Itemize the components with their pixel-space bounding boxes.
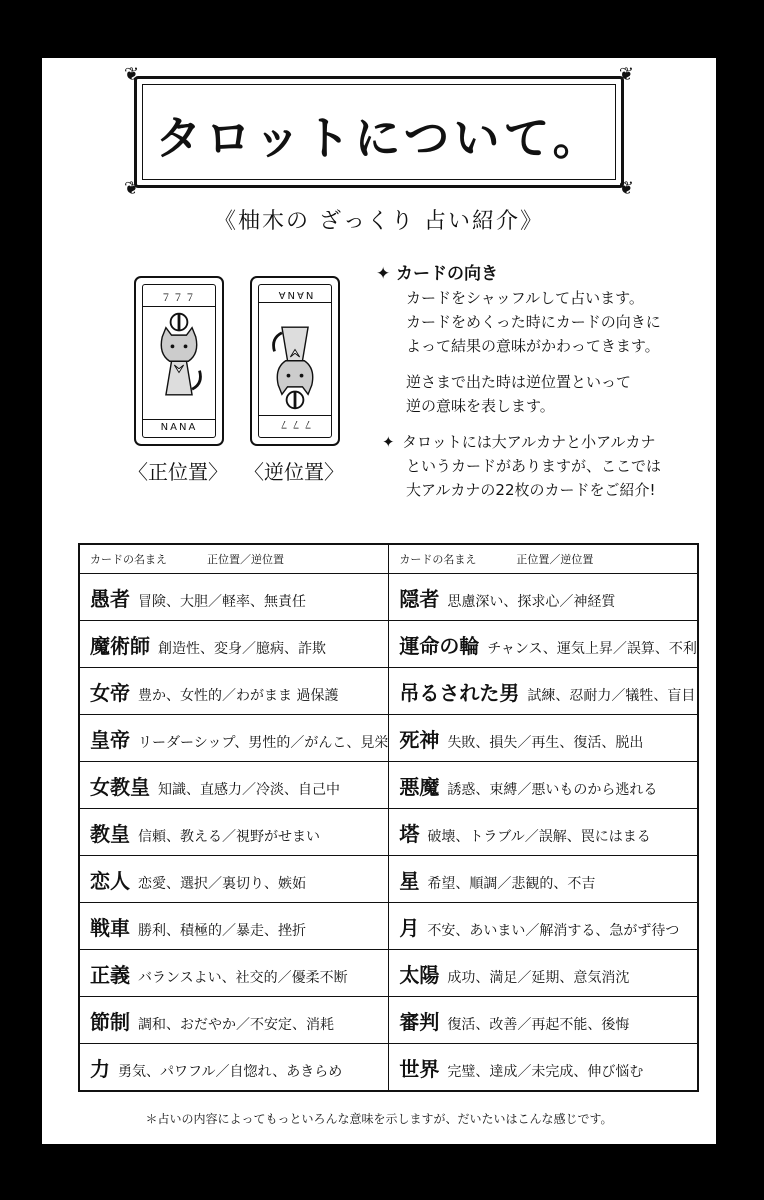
card-meaning: 不安、あいまい／解消する、急がず待つ (427, 922, 680, 939)
card-number: ７７７ (259, 415, 331, 433)
table-row (79, 621, 698, 668)
card-label: 教皇 (90, 821, 130, 846)
card-label: 星 (399, 868, 420, 893)
card-meaning: チャンス、運気上昇／誤算、不利 (487, 640, 697, 657)
card-meaning: 思慮深い、探求心／神経質 (447, 593, 616, 610)
card-meaning: 信頼、教える／視野がせまい (138, 828, 320, 845)
table-row (79, 762, 698, 809)
note-line: カードをシャッフルして占います。 (406, 289, 644, 307)
table-row (79, 903, 698, 950)
sparkle-icon: ✦ (382, 433, 395, 451)
card-label: 悪魔 (399, 774, 440, 799)
card-meaning: 創造性、変身／臆病、詐欺 (158, 640, 326, 657)
footnote: ＊占いの内容によってもっといろんな意味を示しますが、だいたいはこんな感じです。 (145, 1112, 613, 1126)
table-row (79, 856, 698, 903)
table-header-cell: カードの名まえ 正位置／逆位置 (79, 544, 389, 574)
tarot-table (78, 543, 699, 1092)
card-label: 正義 (90, 962, 130, 987)
corner-ornament-icon: ❦ (124, 64, 140, 85)
card-label: 審判 (399, 1009, 440, 1034)
cat-illustration-icon (151, 309, 207, 412)
note-line: 大アルカナの22枚のカードをご紹介! (406, 481, 656, 499)
card-meaning: 調和、おだやか／不安定、消耗 (138, 1016, 334, 1033)
card-label: 月 (399, 915, 420, 940)
card-name: NANA (259, 289, 331, 303)
note-line: 逆の意味を表します。 (406, 397, 555, 415)
card-label: 死神 (399, 727, 440, 752)
title-banner (124, 64, 634, 199)
card-label: 皇帝 (90, 727, 130, 752)
card-label: 隠者 (399, 586, 440, 611)
note-line: というカードがありますが、ここでは (406, 457, 662, 475)
card-meaning: 失敗、損失／再生、復活、脱出 (447, 734, 644, 751)
card-label: 戦車 (90, 915, 130, 940)
card-name: NANA (143, 419, 215, 433)
reversed-card (250, 276, 340, 446)
card-meaning: 希望、順調／悲観的、不吉 (427, 875, 596, 892)
table-row (79, 997, 698, 1044)
card-meaning: 豊か、女性的／わがまま 過保護 (138, 687, 339, 704)
notes (376, 262, 708, 502)
card-number: ７７７ (143, 289, 215, 307)
card-meaning: 復活、改善／再起不能、後悔 (447, 1016, 630, 1033)
table-row (79, 809, 698, 856)
card-meaning: 冒険、大胆／軽率、無責任 (138, 593, 306, 610)
card-label: 太陽 (399, 962, 440, 987)
card-meaning: バランスよい、社交的／優柔不断 (138, 969, 348, 986)
card-meaning: 破壊、トラブル／誤解、罠にはまる (427, 828, 651, 845)
upright-caption: 〈正位置〉 (128, 460, 228, 484)
card-label: 女帝 (90, 680, 130, 705)
corner-ornament-icon: ❦ (124, 178, 140, 199)
card-meaning: 完璧、達成／未完成、伸び悩む (447, 1063, 644, 1080)
table-row (79, 1044, 698, 1092)
card-label: 魔術師 (90, 633, 150, 658)
card-label: 節制 (90, 1009, 130, 1034)
table-row (79, 574, 698, 621)
card-label: 世界 (399, 1056, 440, 1081)
upright-card (134, 276, 224, 446)
cat-illustration-icon (267, 310, 323, 413)
card-label: 力 (90, 1056, 110, 1081)
card-meaning: 恋愛、選択／裏切り、嫉妬 (138, 875, 306, 892)
note-line: タロットには大アルカナと小アルカナ (402, 433, 656, 451)
corner-ornament-icon: ❦ (618, 64, 634, 85)
table-row (79, 668, 698, 715)
card-meaning: 勝利、積極的／暴走、挫折 (138, 922, 306, 939)
subtitle: 《柚木の ざっくり 占い紹介》 (214, 209, 544, 234)
sparkle-icon: ✦ (376, 264, 391, 284)
note-line: よって結果の意味がかわってきます。 (406, 337, 660, 355)
card-meaning: リーダーシップ、男性的／がんこ、見栄 (138, 734, 389, 751)
table-header-cell: カードの名まえ 正位置／逆位置 (389, 544, 698, 574)
notes-heading: カードの向き (396, 264, 498, 284)
card-label: 運命の輪 (399, 633, 480, 658)
card-meaning: 誘惑、束縛／悪いものから逃れる (447, 781, 658, 798)
page-title: タロットについて。 (155, 111, 603, 165)
reversed-caption: 〈逆位置〉 (244, 460, 344, 484)
card-label: 愚者 (90, 586, 130, 611)
note-line: 逆さまで出た時は逆位置といって (406, 373, 632, 391)
card-label: 塔 (399, 821, 420, 846)
table-header-row (79, 544, 698, 574)
card-label: 吊るされた男 (399, 680, 520, 705)
card-meaning: 知識、直感力／冷淡、自己中 (158, 781, 340, 798)
card-meaning: 勇気、パワフル／自惚れ、あきらめ (118, 1063, 343, 1080)
card-meaning: 試練、忍耐力／犠牲、盲目 (527, 687, 696, 704)
note-line: カードをめくった時にカードの向きに (406, 313, 661, 331)
card-label: 女教皇 (90, 774, 150, 799)
table-row (79, 715, 698, 762)
corner-ornament-icon: ❦ (618, 178, 634, 199)
card-label: 恋人 (90, 868, 130, 893)
card-meaning: 成功、満足／延期、意気消沈 (447, 969, 630, 986)
page (42, 58, 716, 1144)
table-row (79, 950, 698, 997)
